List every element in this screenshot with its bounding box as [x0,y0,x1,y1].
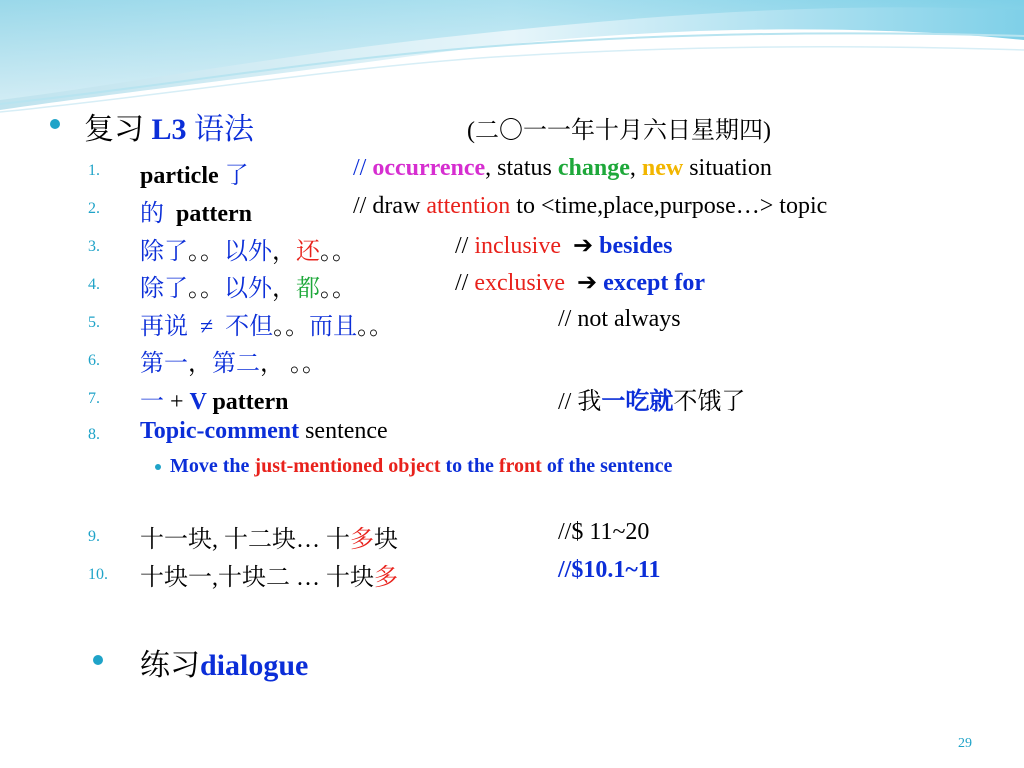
comment-text: // 我 [558,389,602,415]
practice-line [140,640,308,684]
item-number: 9. [88,528,100,545]
comment-text: // [455,270,475,296]
item-text: 还 [296,239,320,265]
title-line [84,104,254,148]
item-number: 2. [88,200,100,217]
list-item [140,343,326,378]
item-text: ， [188,351,212,377]
item-text: 十块一,十块二 … 十块 [140,565,374,591]
comment-text: , status [485,155,558,181]
comment-text: except for [603,270,706,296]
item-number: 8. [88,426,100,443]
item-text: 第一 [140,351,188,377]
title-grammar: 语法 [194,113,255,146]
item-number: 4. [88,276,100,293]
item-text: 块 [374,527,398,553]
item-text: ， 。。 [260,351,326,377]
item-text: 的 [140,201,164,227]
item-number: 3. [88,238,100,255]
comment-text: inclusive [474,233,561,259]
item-comment [558,381,745,416]
item-text: ， [272,276,296,302]
sub-text: just-mentioned object [254,455,441,477]
comment-text: exclusive [474,270,565,296]
comment-text: // [353,155,367,181]
comment-text: to <time,place,purpose…> topic [510,193,828,219]
item-comment [455,231,672,260]
header-wave-banner [0,0,1024,120]
item-number: 10. [88,566,108,583]
item-text: 而且 [309,314,358,340]
comment-text: change [557,155,630,181]
practice-text: dialogue [200,649,309,682]
item-text: pattern [206,389,289,415]
item-comment [353,155,772,182]
practice-text: 练习 [140,649,200,682]
list-item [140,268,356,303]
item-text: 以外 [224,276,272,302]
sub-text: to the [440,455,499,477]
item-text: 。。 [320,239,356,265]
item-number: 5. [88,314,100,331]
item-text: 不但 [225,314,274,340]
item-number: 7. [88,390,100,407]
item-text: 。。 [357,314,394,340]
list-item [140,381,288,416]
comment-text: 一吃就 [601,389,674,415]
item-text: 除了 [140,276,188,302]
item-text: pattern [176,201,252,227]
item-text: 。。 [320,276,356,302]
comment-text: situation [683,155,772,181]
item-text: 多 [350,527,374,553]
item-text: V [189,389,207,415]
item-text: 。。 [188,276,224,302]
item-comment [455,268,705,297]
list-item [140,519,398,554]
list-item [140,557,398,592]
item-text: + [164,389,190,415]
sub-text: front [498,455,542,477]
item-comment: //$10.1~11 [558,557,661,583]
comment-text: attention [426,193,511,219]
page-number: 29 [958,736,972,751]
comment-text: besides [599,233,673,259]
sub-bullet-dot [155,464,161,470]
item-comment: //$ 11~20 [558,519,650,545]
sub-bullet-text [170,455,672,478]
sub-text: Move the [170,455,255,477]
item-text: 多 [374,565,398,591]
sub-text: of the sentence [541,455,673,477]
list-item [140,193,252,228]
arrow-icon: ➔ [573,233,594,259]
comment-text: 不饿了 [673,389,746,415]
item-comment [353,193,827,220]
item-text: 再说 [140,314,188,340]
comment-text: , [629,155,642,181]
item-number: 6. [88,352,100,369]
item-text: 以外 [224,239,272,265]
bullet-dot [93,655,103,665]
comment-text: // [455,233,475,259]
item-text: 十一块, 十二块… 十 [140,527,350,553]
list-item [140,155,249,190]
item-text: ≠ [200,314,214,340]
comment-text: new [641,155,684,181]
item-text: 。。 [188,239,224,265]
item-text: 第二 [212,351,260,377]
item-text: 一 [140,389,164,415]
comment-text: occurrence [372,155,486,181]
item-text: ， [272,239,296,265]
item-text: 都 [296,276,320,302]
title-l3: L3 [151,113,187,146]
item-text: 。。 [273,314,310,340]
item-text: Topic-comment [140,418,300,444]
item-text: 了 [224,163,249,189]
date-label: (二〇一一年十月六日星期四) [467,118,771,144]
item-text: 除了 [140,239,188,265]
list-item [140,231,356,266]
item-comment: // not always [558,306,681,332]
comment-text: // draw [353,193,427,219]
item-text: sentence [299,418,388,444]
arrow-icon: ➔ [576,270,598,296]
item-number: 1. [88,162,100,179]
list-item [140,418,388,445]
bullet-dot [50,119,60,129]
list-item [140,306,393,341]
item-text: particle [140,163,219,189]
title-prefix: 复习 [84,113,144,146]
